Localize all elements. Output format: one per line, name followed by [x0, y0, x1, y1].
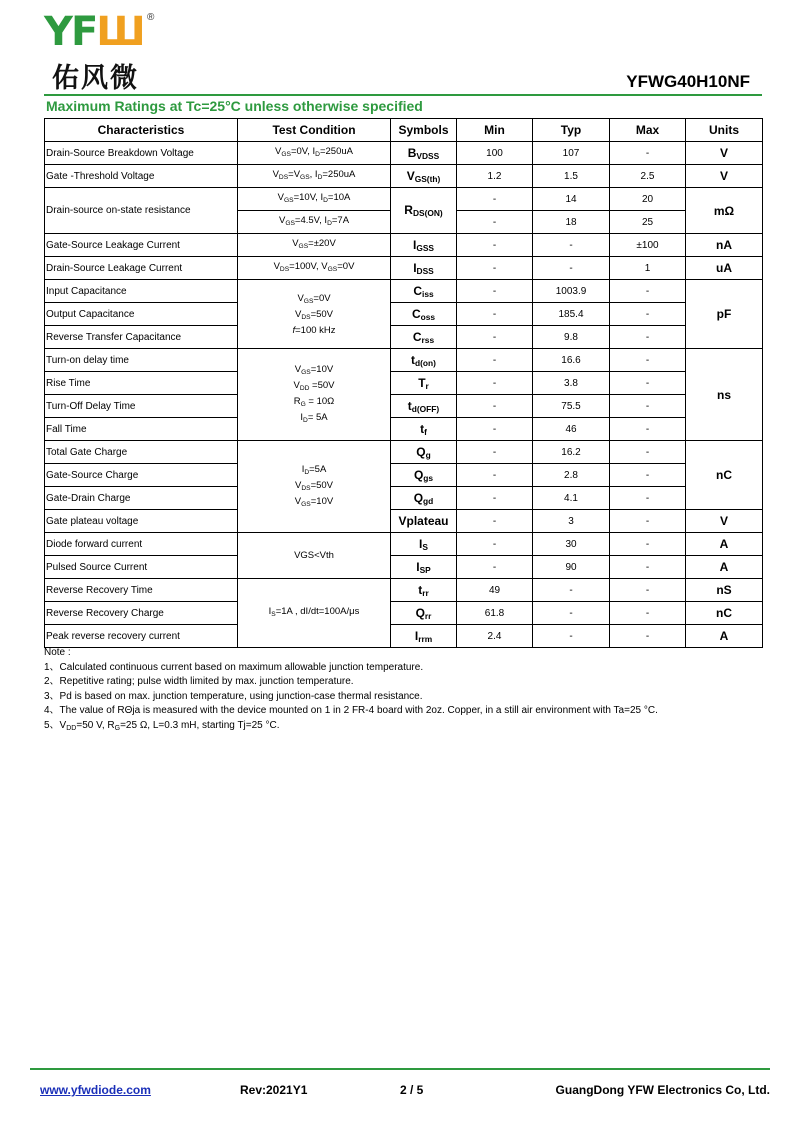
table-row [45, 188, 763, 211]
min-value: - [457, 211, 533, 234]
table-row [45, 372, 763, 395]
unit: nC [686, 441, 763, 510]
min-value: 49 [457, 579, 533, 602]
notes-title: Note : [44, 647, 71, 658]
symbol: $V_{GS(th)}$ [391, 165, 457, 188]
typ-value: 16.2 [533, 441, 610, 464]
header-divider [44, 94, 762, 96]
min-value: - [457, 556, 533, 579]
min-value: - [457, 234, 533, 257]
table-row [45, 395, 763, 418]
table-header-row [45, 119, 763, 142]
max-value: - [610, 326, 686, 349]
max-value: - [610, 625, 686, 648]
max-value: 25 [610, 211, 686, 234]
notes-section [44, 646, 658, 736]
max-value: - [610, 533, 686, 556]
symbol: $I_{SP}$ [391, 556, 457, 579]
col-max: Max [610, 119, 686, 142]
symbol: $C_{rss}$ [391, 326, 457, 349]
characteristic: Reverse Recovery Time [45, 579, 238, 602]
min-value: 2.4 [457, 625, 533, 648]
revision: Rev:2021Y1 [240, 1083, 308, 1097]
characteristic: Fall Time [45, 418, 238, 441]
characteristic: Drain-source on-state resistance [45, 188, 238, 234]
table-row [45, 510, 763, 533]
footer-divider [30, 1068, 770, 1070]
test-condition: VGS<Vth [238, 533, 391, 579]
website-link[interactable]: www.yfwdiode.com [40, 1083, 151, 1097]
characteristic: Reverse Transfer Capacitance [45, 326, 238, 349]
test-condition: $V_{GS}=10V$, $I_D=10A$ [238, 188, 391, 211]
typ-value: 90 [533, 556, 610, 579]
min-value: - [457, 257, 533, 280]
table-row [45, 533, 763, 556]
min-value: 1.2 [457, 165, 533, 188]
part-number: YFWG40H10NF [626, 72, 750, 91]
symbol: $t_{d(OFF)}$ [391, 395, 457, 418]
characteristic: Turn-on delay time [45, 349, 238, 372]
characteristic: Output Capacitance [45, 303, 238, 326]
max-value: - [610, 579, 686, 602]
unit: ns [686, 349, 763, 441]
col-typ: Typ [533, 119, 610, 142]
symbol: $Q_{gd}$ [391, 487, 457, 510]
characteristic: Pulsed Source Current [45, 556, 238, 579]
characteristic: Rise Time [45, 372, 238, 395]
symbol: $I_{GSS}$ [391, 234, 457, 257]
note-item: 1、Calculated continuous current based on maximum allowable junction temperature. [44, 661, 424, 673]
min-value: - [457, 303, 533, 326]
max-value: - [610, 395, 686, 418]
min-value: - [457, 188, 533, 211]
max-value: - [610, 441, 686, 464]
min-value: - [457, 464, 533, 487]
min-value: - [457, 441, 533, 464]
test-condition: $V_{GS}=4.5V$, $I_D=7A$ [238, 211, 391, 234]
characteristic: Drain-Source Breakdown Voltage [45, 142, 238, 165]
symbol: $Q_{rr}$ [391, 602, 457, 625]
symbol: $Q_{gs}$ [391, 464, 457, 487]
logo-wordmark: YFШ [44, 9, 144, 55]
typ-value: 3 [533, 510, 610, 533]
typ-value: 4.1 [533, 487, 610, 510]
symbol: $I_{DSS}$ [391, 257, 457, 280]
typ-value: 2.8 [533, 464, 610, 487]
max-value: - [610, 602, 686, 625]
typ-value: 16.6 [533, 349, 610, 372]
typ-value: - [533, 625, 610, 648]
table-row [45, 349, 763, 372]
characteristic: Reverse Recovery Charge [45, 602, 238, 625]
table-row [45, 326, 763, 349]
symbol: $t_f$ [391, 418, 457, 441]
section-title: Maximum Ratings at Tc=25°C unless otherwise specified [46, 98, 423, 114]
characteristic: Gate-Drain Charge [45, 487, 238, 510]
max-value: ±100 [610, 234, 686, 257]
col-min: Min [457, 119, 533, 142]
page-number: 2 / 5 [400, 1083, 424, 1097]
max-value: - [610, 556, 686, 579]
max-value: - [610, 372, 686, 395]
unit: uA [686, 257, 763, 280]
typ-value: 9.8 [533, 326, 610, 349]
symbol: $C_{oss}$ [391, 303, 457, 326]
min-value: - [457, 533, 533, 556]
table-row [45, 280, 763, 303]
characteristic: Diode forward current [45, 533, 238, 556]
ratings-table [44, 118, 763, 648]
unit: pF [686, 280, 763, 349]
test-condition: $V_{DS}=V_{GS}$, $I_D=250uA$ [238, 165, 391, 188]
table-row [45, 579, 763, 602]
symbol: $Q_g$ [391, 441, 457, 464]
characteristic: Gate-Source Charge [45, 464, 238, 487]
test-condition: $V_{GS}=\pm 20V$ [238, 234, 391, 257]
unit: nC [686, 602, 763, 625]
col-test-condition: Test Condition [238, 119, 391, 142]
symbol: $t_{rr}$ [391, 579, 457, 602]
test-condition: $V_{GS}=0V$ $V_{DS}=50V$ f=100 kHz [238, 280, 391, 349]
symbol: $T_r$ [391, 372, 457, 395]
typ-value: 107 [533, 142, 610, 165]
typ-value: 75.5 [533, 395, 610, 418]
typ-value: - [533, 579, 610, 602]
col-characteristics: Characteristics [45, 119, 238, 142]
table-row [45, 556, 763, 579]
min-value: 61.8 [457, 602, 533, 625]
symbol: $C_{iss}$ [391, 280, 457, 303]
col-symbols: Symbols [391, 119, 457, 142]
characteristic: Gate -Threshold Voltage [45, 165, 238, 188]
unit: A [686, 556, 763, 579]
max-value: 20 [610, 188, 686, 211]
symbol: $t_{d(on)}$ [391, 349, 457, 372]
unit: V [686, 165, 763, 188]
note-item: 4、The value of RΘja is measured with the device mounted on 1 in 2 FR-4 board with 2oz. Copper, in a still air environment with Ta=25 °C. [44, 705, 658, 716]
test-condition: $V_{GS}=0V$, $I_D=250uA$ [238, 142, 391, 165]
max-value: - [610, 418, 686, 441]
max-value: - [610, 464, 686, 487]
min-value: - [457, 510, 533, 533]
typ-value: 3.8 [533, 372, 610, 395]
test-condition: $V_{GS}=10V$ $V_{DD} =50V$ $R_G = 10\Omega$ $I_D= 5A$ [238, 349, 391, 441]
typ-value: 14 [533, 188, 610, 211]
company-name: GuangDong YFW Electronics Co, Ltd. [555, 1083, 770, 1097]
min-value: - [457, 487, 533, 510]
max-value: 2.5 [610, 165, 686, 188]
unit: V [686, 142, 763, 165]
symbol: $B_{VDSS}$ [391, 142, 457, 165]
note-item: 2、Repetitive rating; pulse width limited by max. junction temperature. [44, 676, 354, 687]
unit: nS [686, 579, 763, 602]
table-row [45, 602, 763, 625]
max-value: - [610, 510, 686, 533]
min-value: - [457, 326, 533, 349]
max-value: - [610, 487, 686, 510]
min-value: - [457, 395, 533, 418]
unit: A [686, 625, 763, 648]
table-row [45, 257, 763, 280]
table-row [45, 625, 763, 648]
min-value: - [457, 280, 533, 303]
typ-value: 30 [533, 533, 610, 556]
max-value: 1 [610, 257, 686, 280]
max-value: - [610, 280, 686, 303]
max-value: - [610, 349, 686, 372]
characteristic: Drain-Source Leakage Current [45, 257, 238, 280]
characteristic: Input Capacitance [45, 280, 238, 303]
symbol: $I_{rrm}$ [391, 625, 457, 648]
typ-value: - [533, 257, 610, 280]
table-row [45, 142, 763, 165]
typ-value: 46 [533, 418, 610, 441]
unit: A [686, 533, 763, 556]
max-value: - [610, 303, 686, 326]
col-units: Units [686, 119, 763, 142]
symbol: $R_{DS(ON)}$ [391, 188, 457, 234]
table-row [45, 303, 763, 326]
characteristic: Total Gate Charge [45, 441, 238, 464]
note-item: 5、$V_{DD}=50$ V, $R_G=25$ Ω, L=0.3 mH, starting Tj=25 °C. [44, 719, 280, 732]
table-row [45, 418, 763, 441]
characteristic: Turn-Off Delay Time [45, 395, 238, 418]
min-value: 100 [457, 142, 533, 165]
table-row [45, 441, 763, 464]
min-value: - [457, 418, 533, 441]
symbol: $I_S$ [391, 533, 457, 556]
table-row [45, 165, 763, 188]
characteristic: Peak reverse recovery current [45, 625, 238, 648]
typ-value: - [533, 234, 610, 257]
typ-value: 1003.9 [533, 280, 610, 303]
min-value: - [457, 372, 533, 395]
typ-value: 185.4 [533, 303, 610, 326]
symbol: Vplateau [391, 510, 457, 533]
max-value: - [610, 142, 686, 165]
test-condition: $V_{DS}=100V$, $V_{GS}=0V$ [238, 257, 391, 280]
table-row [45, 234, 763, 257]
logo-chinese-text: 佑风微 [52, 63, 139, 94]
typ-value: 18 [533, 211, 610, 234]
table-row [45, 487, 763, 510]
registered-mark: ® [147, 12, 155, 23]
unit: V [686, 510, 763, 533]
typ-value: - [533, 602, 610, 625]
characteristic: Gate-Source Leakage Current [45, 234, 238, 257]
company-logo [44, 9, 156, 94]
note-item: 3、Pd is based on max. junction temperature, using junction-case thermal resistance. [44, 690, 423, 702]
unit: mΩ [686, 188, 763, 234]
table-row [45, 464, 763, 487]
typ-value: 1.5 [533, 165, 610, 188]
characteristic: Gate plateau voltage [45, 510, 238, 533]
min-value: - [457, 349, 533, 372]
test-condition: $I_S=1A$ , dI/dt=100A/μs [238, 579, 391, 648]
test-condition: $I_D=5A$ $V_{DS}=50V$ $V_{GS}=10V$ [238, 441, 391, 533]
unit: nA [686, 234, 763, 257]
